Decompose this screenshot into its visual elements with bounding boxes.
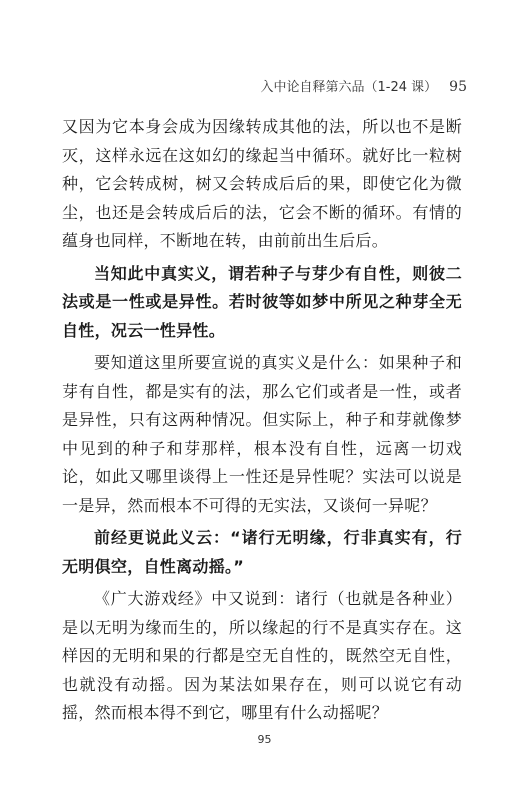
page-body — [62, 113, 462, 728]
running-header — [261, 76, 467, 95]
verse-2: 前经更说此义云：“诸行无明缘，行非真实有，行无明俱空，自性离动摇。” — [62, 528, 462, 576]
header-title: 入中论自释第六品（1-24 课） — [260, 80, 438, 95]
footer-page-number: 95 — [257, 733, 272, 746]
paragraph-1: 又因为它本身会成为因缘转成其他的法，所以也不是断灭，这样永远在这如幻的缘起当中循环。就好比一粒树种，它会转成树，树又会转成后后的果，即使它化为微尘，也还是会转成后后的法，它会不断的循环。有情的蕴身也同样，不断地在转，由前前出生后后。 — [62, 117, 462, 250]
paragraph-2: 要知道这里所要宣说的真实义是什么：如果种子和芽有自性，都是实有的法，那么它们或者是一性，或者是异性，只有这两种情况。但实际上，种子和芽就像梦中见到的种子和芽那样，根本没有自性，远离一切戏论，如此又哪里谈得上一性还是异性呢？实法可以说是一是异，然而根本不可得的无实法，又谈何一异呢？ — [62, 353, 462, 515]
header-page-number: 95 — [449, 79, 467, 95]
paragraph-3: 《广大游戏经》中又说到：诸行（也就是各种业）是以无明为缘而生的，所以缘起的行不是真实存在。这样因的无明和果的行都是空无自性的，既然空无自性，也就没有动摇。因为某法如果存在，则可以说它有动摇，然而根本得不到它，哪里有什么动摇呢？ — [62, 589, 462, 722]
verse-1: 当知此中真实义，谓若种子与芽少有自性，则彼二法或是一性或是异性。若时彼等如梦中所见之种芽全无自性，况云一性异性。 — [62, 263, 462, 340]
